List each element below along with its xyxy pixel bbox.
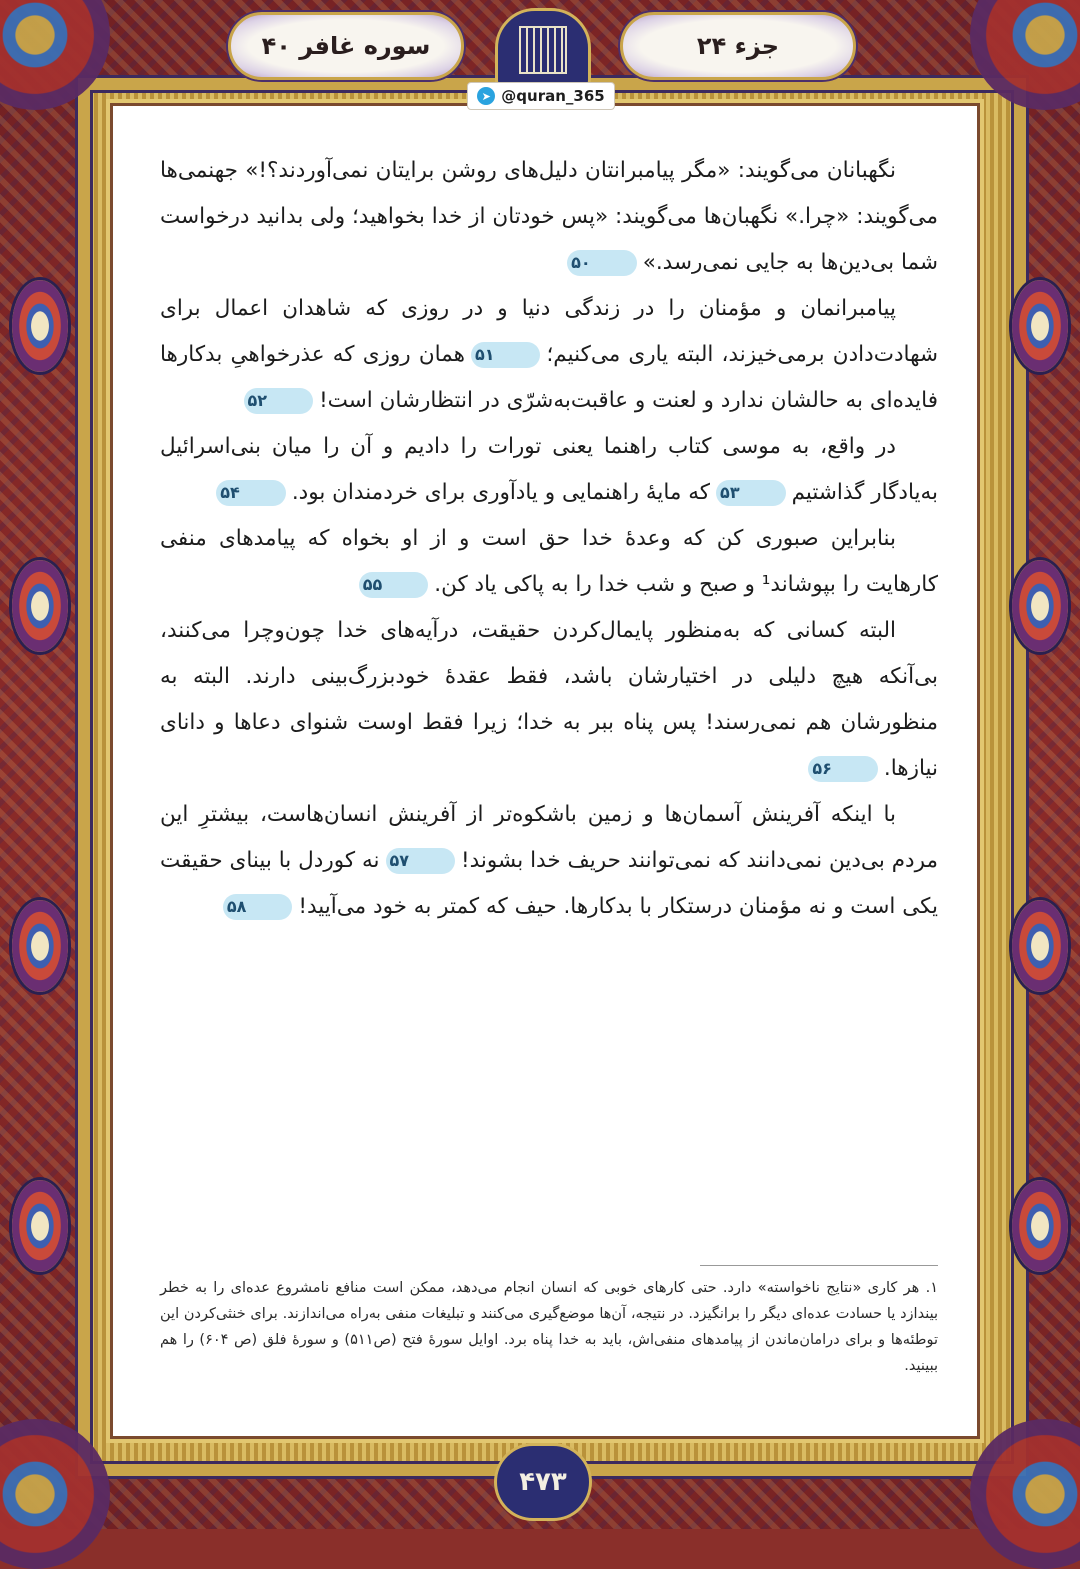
translation-text xyxy=(160,148,938,930)
verse-text: با اینکه آفرینش آسمان‌ها و زمین باشکوه‌تر از آفرینش انسان‌هاست، بیشترِ این مردم بی‌دین نمی‌دانند که نمی‌توانند حریف خدا بشوند! xyxy=(160,802,938,873)
verse-block xyxy=(160,286,938,424)
verse-text: نگهبانان می‌گویند: «مگر پیامبرانتان دلیل‌های روشن برایتان نمی‌آوردند؟!» جهنمی‌ها می‌گویند: «چرا.» نگهبان‌ها می‌گویند: «پس خودتان از خدا بخواهید؛ ولی بدانید درخواست شما بی‌دین‌ها به جایی نمی‌رسد.» xyxy=(160,158,938,275)
juz-label xyxy=(620,12,856,80)
side-medallion xyxy=(1012,560,1068,652)
page-number xyxy=(494,1443,592,1521)
telegram-icon: ➤ xyxy=(477,87,495,105)
surah-text: سوره غافر ۴۰ xyxy=(261,32,431,60)
ayah-number-badge: ۵۳ xyxy=(716,480,786,506)
ayah-number-badge: ۵۶ xyxy=(808,756,878,782)
side-medallion xyxy=(12,560,68,652)
ayah-number-badge: ۵۰ xyxy=(567,250,637,276)
side-medallion xyxy=(12,280,68,372)
telegram-handle-text: @quran_365 xyxy=(501,87,605,105)
quran-logo-emblem xyxy=(495,8,591,92)
kufic-logo-icon xyxy=(519,26,567,74)
verse-block xyxy=(160,424,938,516)
footnote-divider xyxy=(700,1265,938,1266)
ayah-number-badge: ۵۴ xyxy=(216,480,286,506)
side-medallion xyxy=(12,1180,68,1272)
verse-text: بنابراین صبوری کن که وعدهٔ خدا حق است و از او بخواه که پیامدهای منفی کارهایت را بپوشاند¹ و صبح و شب خدا را به پاکی یاد کن. xyxy=(160,526,938,597)
ayah-number-badge: ۵۵ xyxy=(359,572,429,598)
verse-block xyxy=(160,608,938,792)
side-medallion xyxy=(1012,1180,1068,1272)
ayah-number-badge: ۵۲ xyxy=(244,388,314,414)
ayah-number-badge: ۵۷ xyxy=(386,848,456,874)
ayah-number-badge: ۵۱ xyxy=(471,342,541,368)
side-medallion xyxy=(12,900,68,992)
footnote-text: ۱. هر کاری «نتایج ناخواسته» دارد. حتی کارهای خوبی که انسان انجام می‌دهد، ممکن است منافع نامشروع عده‌ای را به خطر بیندازد یا حسادت عده‌ای دیگر را برانگیزد. در نتیجه، آن‌ها موضع‌گیری می‌کنند و تبلیغات منفی به‌راه می‌اندازند. برای خنثی‌کردن این توطئه‌ها و برای درامان‌ماندن از پیامدهای منفی‌اش، باید به خدا پناه برد. اوایل سورهٔ فتح (ص۵۱۱) و سورهٔ فلق (ص ۶۰۴) را هم ببینید. xyxy=(160,1280,938,1374)
verse-text: پیامبرانمان و مؤمنان را در زندگی دنیا و در روزی که شاهدان اعمال برای شهادت‌دادن برمی‌خیزند، البته یاری می‌کنیم؛ xyxy=(160,296,938,367)
surah-label xyxy=(228,12,464,80)
footnote xyxy=(160,1275,938,1379)
verse-text: که مایهٔ راهنمایی و یادآوری برای خردمندان بود. xyxy=(291,480,711,505)
verse-text: در واقع، به موسی کتاب راهنما یعنی تورات را دادیم و آن را میان بنی‌اسرائیل به‌یادگار گذاشتیم xyxy=(160,434,938,505)
ayah-number-badge: ۵۸ xyxy=(223,894,293,920)
verse-text: نه کوردل با بینای حقیقت یکی است و نه مؤمنان درستکار با بدکارها. حیف که کمتر به خود می‌آیید! xyxy=(160,848,938,919)
verse-block xyxy=(160,516,938,608)
verse-block xyxy=(160,148,938,286)
side-medallion xyxy=(1012,900,1068,992)
verse-text: البته کسانی که به‌منظور پایمال‌کردن حقیقت، درآیه‌های خدا چون‌وچرا می‌کنند، بی‌آنکه هیچ دلیلی در اختیارشان باشد، فقط عقدهٔ خودبزرگ‌بینی دارند. البته به منظورشان هم نمی‌رسند! پس پناه ببر به خدا؛ زیرا فقط اوست شنوای دعاها و دانای نیازها. xyxy=(160,618,938,781)
telegram-handle[interactable] xyxy=(467,82,615,110)
page-number-text: ۴۷۳ xyxy=(519,1467,567,1497)
verse-block xyxy=(160,792,938,930)
juz-text: جزء ۲۴ xyxy=(696,32,780,60)
verse-text: همان روزی که عذرخواهیِ بدکارها فایده‌ای به حالشان ندارد و لعنت و عاقبت‌به‌شرّی در انتظارشان است! xyxy=(160,342,938,413)
side-medallion xyxy=(1012,280,1068,372)
